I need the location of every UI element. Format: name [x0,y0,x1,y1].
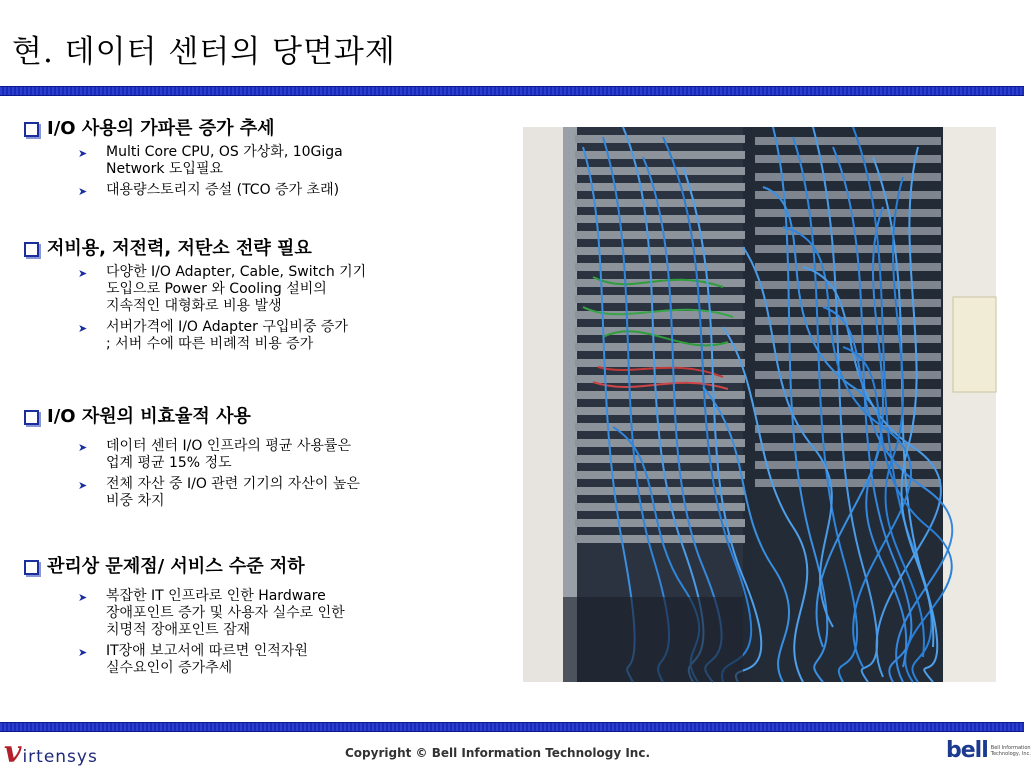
bell-logo-subtext: Bell Information Technology, Inc. [990,744,1031,757]
square-bullet-icon [24,560,39,575]
bell-logo-mark: bell [946,738,988,763]
virtensys-logo-text: irtensys [22,747,98,767]
section-title: I/O 사용의 가파른 증가 추세 [47,118,275,139]
list-item: ➤ 복잡한 IT 인프라로 인한 Hardware 장애포인트 증가 및 사용자 실수로 인한 치명적 장애포인트 잠재 [78,588,345,638]
server-rack-photo [523,127,996,682]
bullet-list [22,438,360,510]
section-title: 저비용, 저전력, 저탄소 전략 필요 [47,238,312,259]
header-rule [0,86,1024,96]
bullet-list [22,144,343,199]
list-item: ➤ 전체 자산 중 I/O 관련 기기의 자산이 높은 비중 차지 [78,476,360,509]
arrow-bullet-icon: ➤ [78,591,88,604]
arrow-bullet-icon: ➤ [78,479,88,492]
footer-rule [0,722,1024,732]
bullet-list [22,264,366,353]
slide-title: 현. 데이터 센터의 당면과제 [12,34,396,70]
arrow-bullet-icon: ➤ [78,147,88,160]
list-item: ➤ IT장애 보고서에 따르면 인적자원 실수요인이 증가추세 [78,643,308,676]
copyright-text: Copyright © Bell Information Technology Inc. [345,746,651,760]
list-item: ➤ 대용량스토리지 증설 (TCO 증가 초래) [78,182,340,198]
bell-logo [946,738,1033,763]
list-item: ➤ Multi Core CPU, OS 가상화, 10Giga Network 도입필요 [78,144,343,177]
virtensys-logo-mark: v [4,735,22,770]
bullet-list [22,588,345,677]
square-bullet-icon [24,242,39,257]
section-title: I/O 자원의 비효율적 사용 [47,406,251,427]
virtensys-logo [4,735,98,770]
section-io-inefficiency [22,406,360,514]
section-low-cost [22,238,366,357]
arrow-bullet-icon: ➤ [78,185,88,198]
arrow-bullet-icon: ➤ [78,267,88,280]
section-title: 관리상 문제점/ 서비스 수준 저하 [47,556,305,577]
square-bullet-icon [24,410,39,425]
section-management [22,556,345,681]
section-io-usage [22,118,343,203]
arrow-bullet-icon: ➤ [78,646,88,659]
list-item: ➤ 서버가격에 I/O Adapter 구입비중 증가 ; 서버 수에 따른 비례적 비용 증가 [78,319,348,352]
square-bullet-icon [24,122,39,137]
list-item: ➤ 다양한 I/O Adapter, Cable, Switch 기기 도입으로 Power 와 Cooling 설비의 지속적인 대형화로 비용 발생 [78,264,367,314]
arrow-bullet-icon: ➤ [78,322,88,335]
list-item: ➤ 데이터 센터 I/O 인프라의 평균 사용률은 업계 평균 15% 정도 [78,438,351,471]
arrow-bullet-icon: ➤ [78,441,88,454]
